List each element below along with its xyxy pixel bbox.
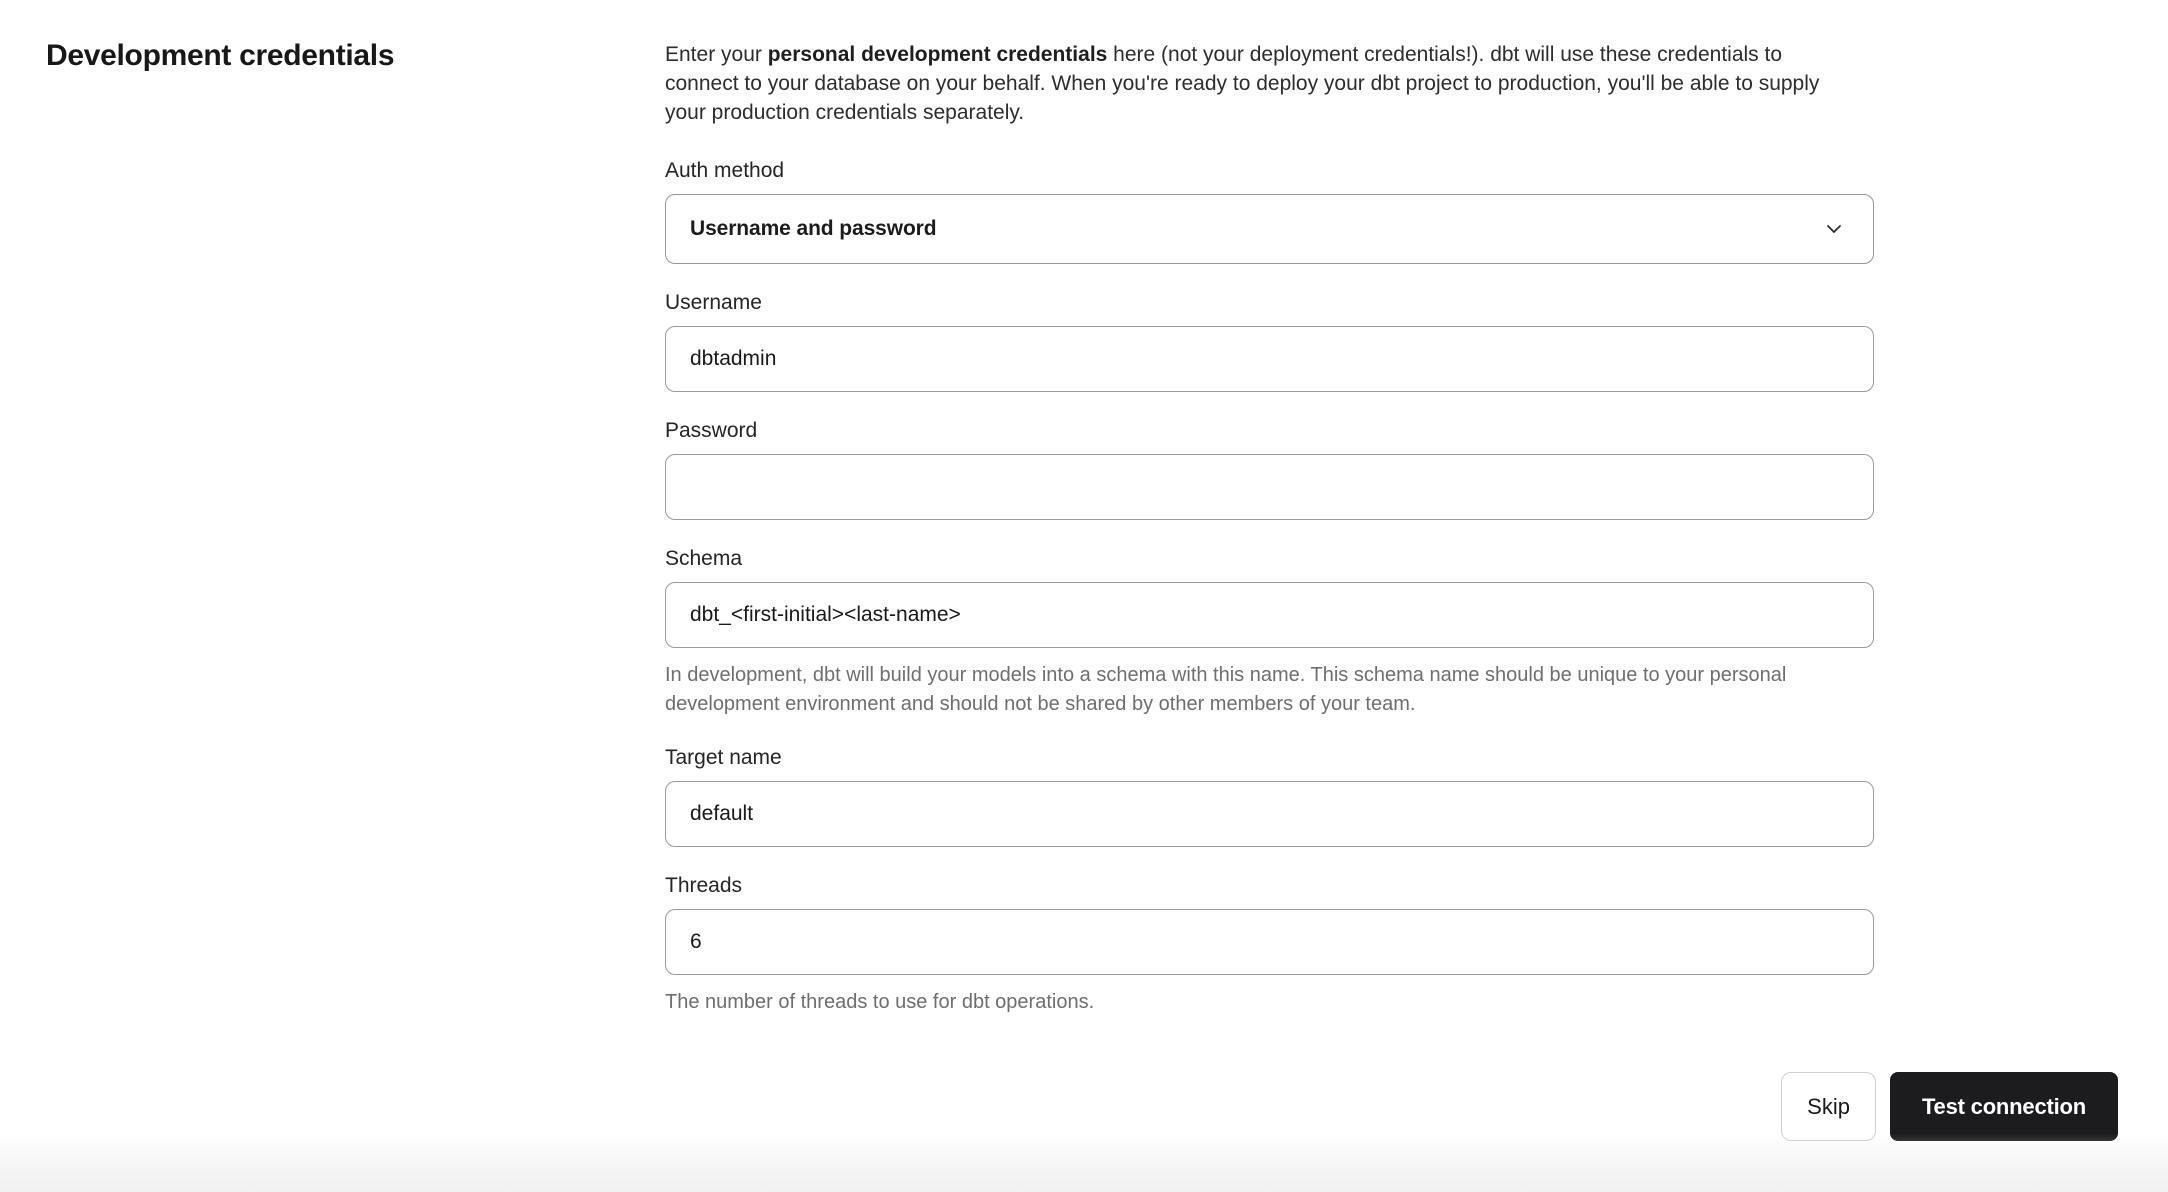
schema-help-text: In development, dbt will build your models into a schema with this name. This schema name should be unique to your personal development environment and should not be shared by other members of your team.	[665, 664, 1787, 715]
credentials-form	[665, 38, 1874, 1017]
threads-label: Threads	[665, 874, 743, 897]
target-name-label: Target name	[665, 746, 782, 769]
skip-button[interactable]: Skip	[1781, 1072, 1876, 1141]
password-group	[665, 417, 1874, 520]
password-label: Password	[665, 419, 758, 442]
schema-group	[665, 545, 1874, 719]
footer-actions	[1781, 1072, 2118, 1141]
bottom-scroll-fade	[0, 1134, 2168, 1192]
username-group	[665, 289, 1874, 392]
auth-method-label: Auth method	[665, 159, 785, 182]
description-bold: personal development credentials	[767, 43, 1108, 66]
section-description	[665, 40, 1825, 127]
schema-input[interactable]	[665, 582, 1874, 648]
description-prefix: Enter your	[665, 43, 768, 66]
threads-group	[665, 872, 1874, 1017]
schema-label: Schema	[665, 547, 743, 570]
chevron-down-icon	[1823, 218, 1845, 240]
section-title-column	[46, 38, 665, 1017]
auth-method-select[interactable]	[665, 194, 1874, 264]
threads-help-text: The number of threads to use for dbt operations.	[665, 991, 1095, 1013]
auth-method-group	[665, 157, 1874, 264]
username-label: Username	[665, 291, 762, 314]
username-input[interactable]	[665, 326, 1874, 392]
auth-method-selected-value: Username and password	[690, 217, 937, 240]
test-connection-button[interactable]: Test connection	[1890, 1072, 2118, 1141]
description-suffix: here (not your deployment credentials!). dbt will use these credentials to connect to your database on your behalf. When you're ready to deploy your dbt project to production, you'll be able to supply your production credentials separately.	[665, 43, 1820, 124]
target-name-group	[665, 744, 1874, 847]
threads-input[interactable]	[665, 909, 1874, 975]
page-title: Development credentials	[46, 39, 395, 72]
target-name-input[interactable]	[665, 781, 1874, 847]
password-input[interactable]	[665, 454, 1874, 520]
